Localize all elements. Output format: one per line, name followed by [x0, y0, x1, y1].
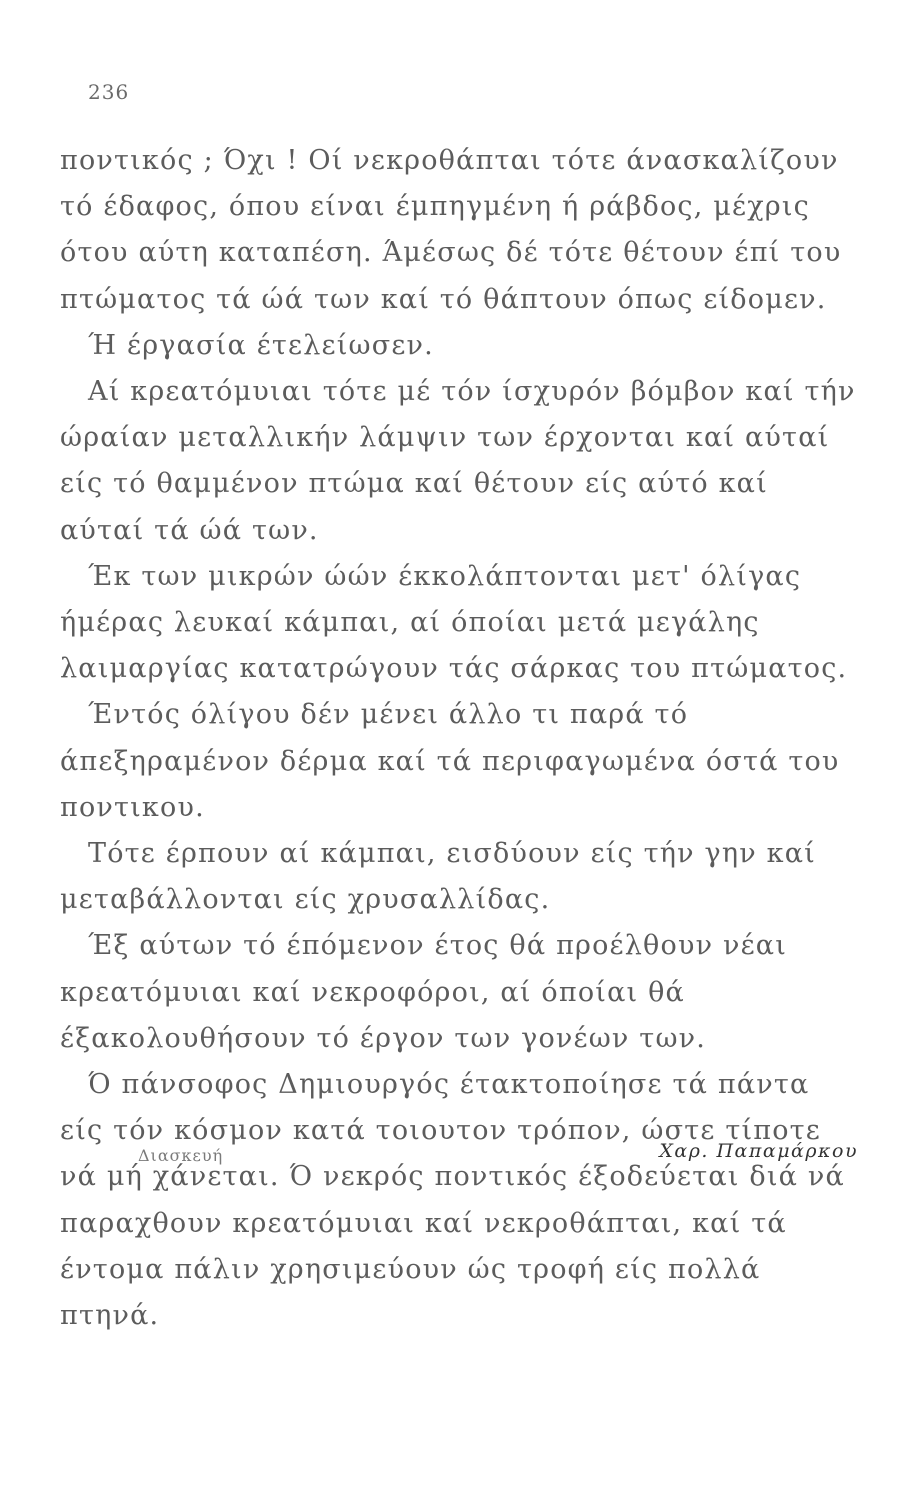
paragraph: Ό πάνσοφος Δημιουργός έτακτοποίησε τά πάντα είς τόν κόσμον κατά τοιουτον τρόπον, ώστε τίποτε νά μή χάνεται. Ό νεκρός ποντικός έξοδεύεται διά νά παραχθουν κρεατόμυιαι καί νεκροθάπται, καί τά έντομα πάλιν χρησιμεύουν ώς τροφή είς πολλά πτηνά.: [60, 1069, 845, 1332]
paragraph: Έξ αύτων τό έπόμενον έτος θά προέλθουν νέαι κρεατόμυιαι καί νεκροφόροι, αί όποίαι θά έξακολουθήσουν τό έργον των γονέων των.: [60, 930, 787, 1054]
paragraph: Ή έργασία έτελείωσεν.: [88, 329, 434, 361]
paragraph: Έκ των μικρών ώών έκκολάπτονται μετ' όλίγας ήμέρας λευκαί κάμπαι, αί όποίαι μετά μεγάλης λαιμαργίας κατατρώγουν τάς σάρκας του πτώματος.: [60, 560, 848, 685]
attribution-footer: [138, 1140, 858, 1180]
page-number: 236: [88, 80, 130, 104]
paragraph: Έντός όλίγου δέν μένει άλλο τι παρά τό άπεξηραμένον δέρμα καί τά περιφαγωμένα όστά του ποντικου.: [60, 699, 840, 823]
paragraph: ποντικός ; Όχι ! Οί νεκροθάπται τότε άνασκαλίζουν τό έδαφος, όπου είναι έμπηγμένη ή ράβδος, μέχρις ότου αύτη καταπέση. Άμέσως δέ τότε θέτουν έπί του πτώματος τά ώά των καί τό θάπτουν όπως είδομεν.: [60, 145, 842, 315]
adaptation-note: Διασκευή: [138, 1146, 224, 1165]
paragraph: Τότε έρπουν αί κάμπαι, εισδύουν είς τήν γην καί μεταβάλλονται είς χρυσαλλίδας.: [60, 838, 816, 916]
author-signature: Χαρ. Παπαμάρκου: [659, 1140, 858, 1162]
paragraph: Αί κρεατόμυιαι τότε μέ τόν ίσχυρόν βόμβον καί τήν ώραίαν μεταλλικήν λάμψιν των έρχονται καί αύταί είς τό θαμμένον πτώμα καί θέτουν είς αύτό καί αύταί τά ώά των.: [60, 376, 856, 546]
